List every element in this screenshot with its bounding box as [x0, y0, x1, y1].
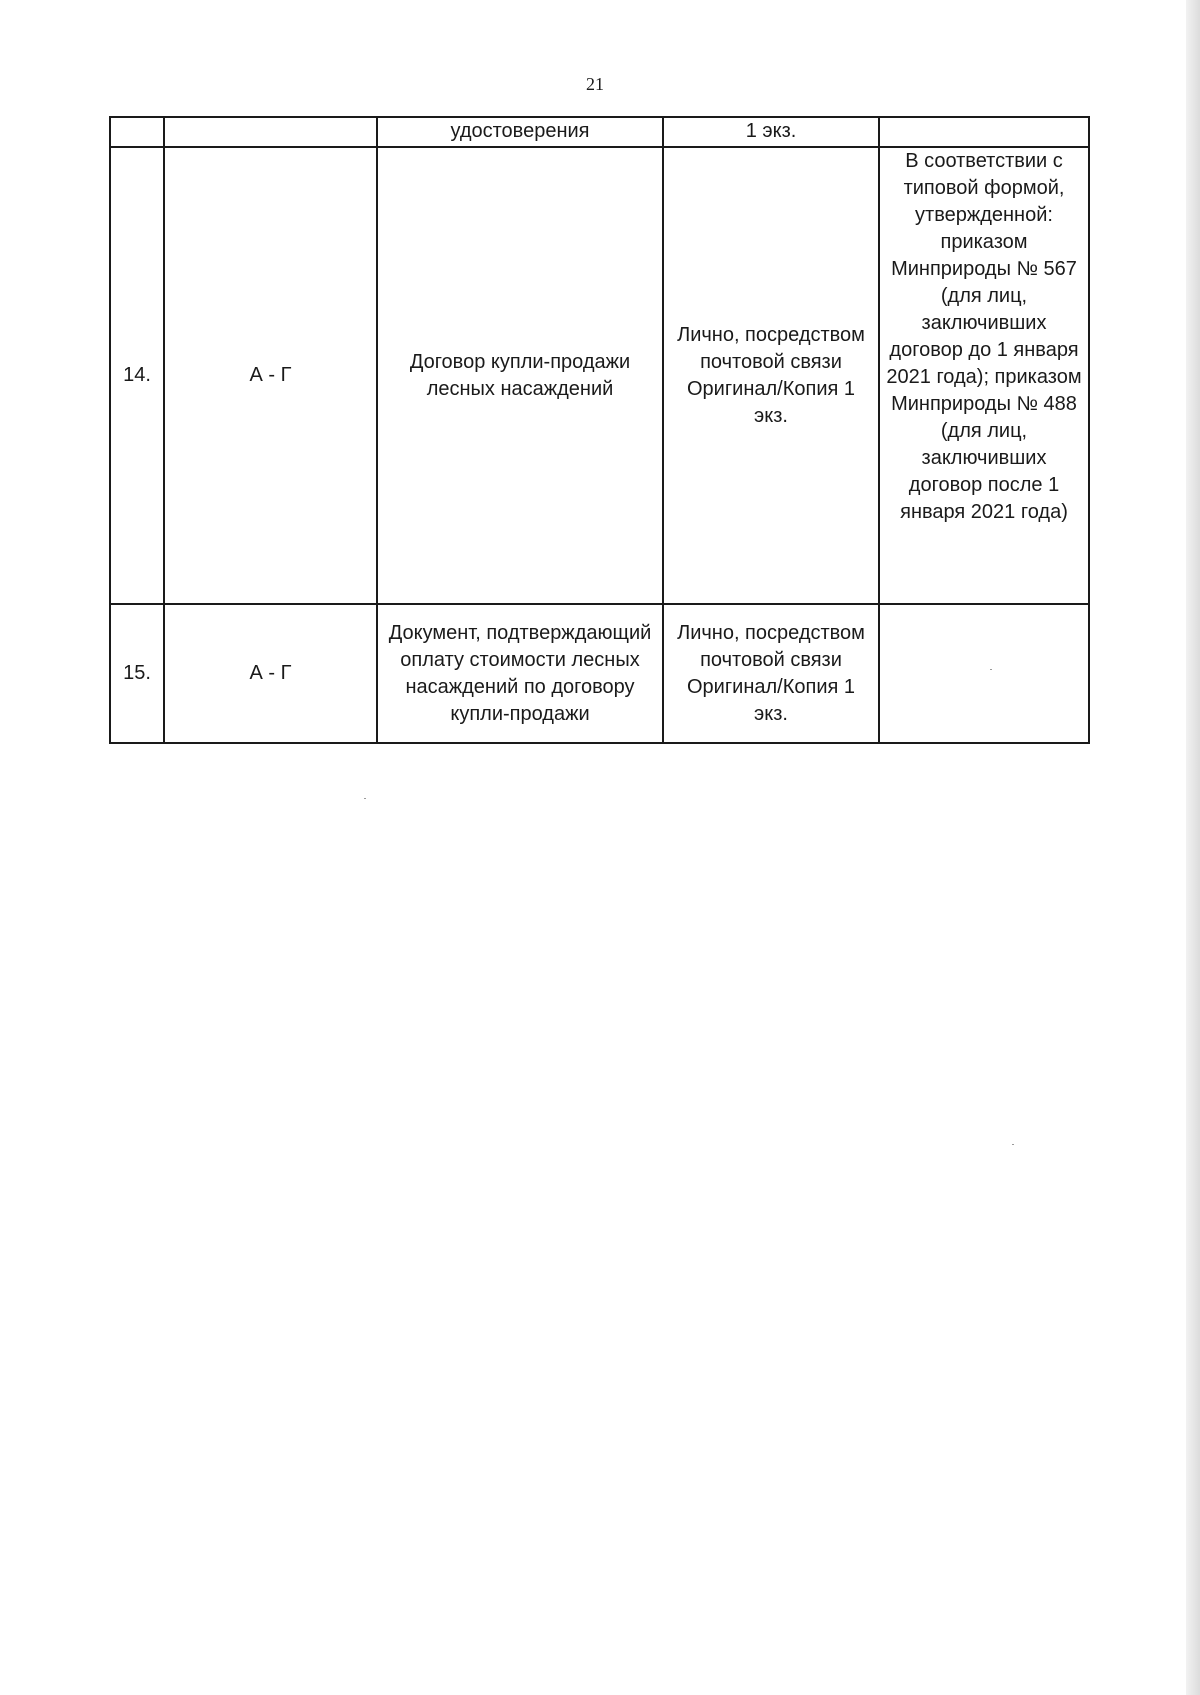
submission-form-cell: 1 экз.	[663, 117, 879, 147]
applicant-group-cell	[164, 117, 377, 147]
document-name-cell: Документ, подтверждающий оплату стоимости лесных насаждений по договору купли-продажи	[377, 604, 663, 743]
documents-table	[109, 116, 1090, 744]
table-row	[110, 147, 1089, 604]
page-number: 21	[586, 74, 604, 94]
scan-speck	[1012, 1144, 1014, 1145]
submission-form-cell: Лично, посредством почтовой связи Оригинал/Копия 1 экз.	[663, 147, 879, 604]
note-cell: В соответствии с типовой формой, утвержденной: приказом Минприроды № 567 (для лиц, заключивших договор до 1 января 2021 года); приказом Минприроды № 488 (для лиц, заключивших договор после 1 января 2021 года)	[879, 147, 1089, 604]
row-number-cell: 14.	[110, 147, 164, 604]
note-cell	[879, 604, 1089, 743]
scan-speck	[990, 669, 992, 670]
note-cell	[879, 117, 1089, 147]
submission-form-cell: Лично, посредством почтовой связи Оригинал/Копия 1 экз.	[663, 604, 879, 743]
scan-speck	[364, 798, 366, 799]
document-name-cell: Договор купли-продажи лесных насаждений	[377, 147, 663, 604]
table-row	[110, 117, 1089, 147]
applicant-group-cell: А - Г	[164, 604, 377, 743]
document-name-cell: удостоверения	[377, 117, 663, 147]
page-right-edge	[1186, 0, 1200, 1695]
applicant-group-cell: А - Г	[164, 147, 377, 604]
table-row	[110, 604, 1089, 743]
row-number-cell: 15.	[110, 604, 164, 743]
row-number-cell	[110, 117, 164, 147]
